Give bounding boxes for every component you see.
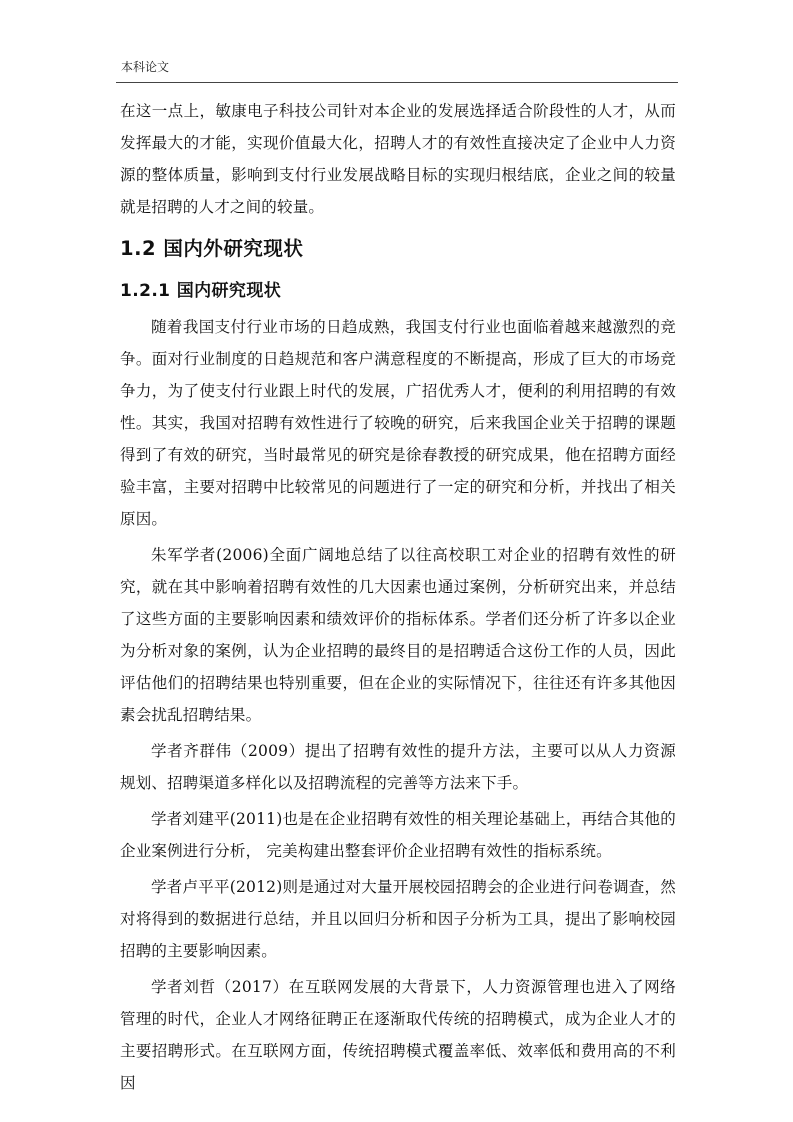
paragraph-lu-pingping: 学者卢平平(2012)则是通过对大量开展校园招聘会的企业进行问卷调查，然对将得到的数据进行总结，并且以回归分析和因子分析为工具，提出了影响校园招聘的主要影响因素。	[120, 878, 676, 960]
paragraph-liu-jianping: 学者刘建平(2011)也是在企业招聘有效性的相关理论基础上，再结合其他的企业案例进行分析， 完美构建出整套评价企业招聘有效性的指标系统。	[120, 810, 676, 860]
running-header: 本科论文	[121, 60, 170, 74]
subsection-heading: 1.2.1 国内研究现状	[120, 281, 282, 301]
paragraph-domestic-overview: 随着我国支付行业市场的日趋成熟，我国支付行业也面临着越来越激烈的竞争。面对行业制度的日趋规范和客户满意程度的不断提高，形成了巨大的市场竞争力，为了使支付行业跟上时代的发展，广招优秀人才，便利的利用招聘的有效性。其实，我国对招聘有效性进行了较晚的研究，后来我国企业关于招聘的课题得到了有效的研究，当时最常见的研究是徐春教授的研究成果，他在招聘方面经验丰富，主要对招聘中比较常见的问题进行了一定的研究和分析，并找出了相关原因。	[120, 318, 676, 528]
intro-paragraph: 在这一点上，敏康电子科技公司针对本企业的发展选择适合阶段性的人才，从而发挥最大的才能，实现价值最大化，招聘人才的有效性直接决定了企业中人力资源的整体质量，影响到支付行业发展战略目标的实现归根结底，企业之间的较量就是招聘的人才之间的较量。	[120, 102, 676, 216]
paragraph-zhu-jun: 朱军学者(2006)全面广阔地总结了以往高校职工对企业的招聘有效性的研究，就在其中影响着招聘有效性的几大因素也通过案例，分析研究出来，并总结了这些方面的主要影响因素和绩效评价的指标体系。学者们还分析了许多以企业为分析对象的案例，认为企业招聘的最终目的是招聘适合这份工作的人员，因此评估他们的招聘结果也特别重要，但在企业的实际情况下，往往还有许多其他因素会扰乱招聘结果。	[120, 546, 676, 724]
document-body	[120, 95, 676, 1099]
paragraph-liu-zhe: 学者刘哲（2017）在互联网发展的大背景下，人力资源管理也进入了网络管理的时代，企业人才网络征聘正在逐渐取代传统的招聘模式，成为企业人才的主要招聘形式。在互联网方面，传统招聘模式覆盖率低、效率低和费用高的不利因	[120, 978, 676, 1092]
section-heading: 1.2 国内外研究现状	[120, 237, 304, 260]
paragraph-qi-qunwei: 学者齐群伟（2009）提出了招聘有效性的提升方法，主要可以从人力资源规划、招聘渠道多样化以及招聘流程的完善等方法来下手。	[120, 742, 676, 792]
header-divider	[116, 82, 678, 83]
